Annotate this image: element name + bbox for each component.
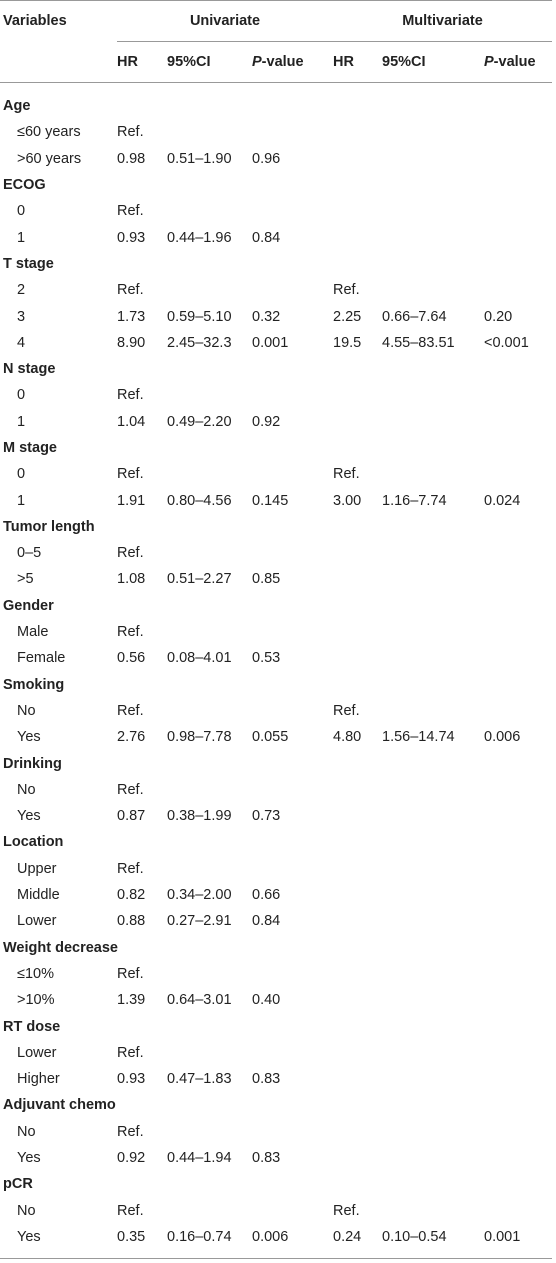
cell-m-hr: Ref.	[333, 466, 360, 483]
cell-m-hr	[333, 645, 382, 671]
table-row	[0, 540, 552, 566]
cell-u-hr: Ref.	[117, 965, 144, 982]
cell-u-ci: 2.45–32.3	[167, 334, 232, 351]
category-row	[0, 435, 552, 461]
cell-m-p	[484, 198, 552, 224]
cell-m-ci	[382, 856, 484, 882]
cell-u-ci: 0.34–2.00	[167, 887, 232, 904]
cell-m-ci	[382, 961, 484, 987]
cell-u-hr: 0.93	[117, 229, 146, 246]
cell-m-ci: 1.56–14.74	[382, 729, 455, 746]
level-label: Male	[17, 624, 49, 641]
cell-m-p	[484, 1066, 552, 1092]
cell-u-hr: 0.93	[117, 1071, 146, 1088]
table-row	[0, 961, 552, 987]
cell-m-hr	[333, 777, 382, 803]
level-label: No	[17, 781, 36, 798]
table-row	[0, 303, 552, 329]
cell-u-ci	[167, 198, 252, 224]
category-label: T stage	[3, 255, 54, 272]
cell-u-hr: 0.82	[117, 887, 146, 904]
cell-u-ci	[167, 856, 252, 882]
table-row	[0, 330, 552, 356]
cell-u-p: 0.96	[252, 150, 281, 167]
category-row	[0, 672, 552, 698]
cell-m-ci	[382, 1119, 484, 1145]
cell-u-ci	[167, 119, 252, 145]
cell-u-p: 0.055	[252, 729, 289, 746]
cell-m-p	[484, 382, 552, 408]
cell-u-p: 0.145	[252, 492, 289, 509]
table-row	[0, 1066, 552, 1092]
cell-u-p: 0.66	[252, 887, 281, 904]
cell-u-hr: Ref.	[117, 545, 144, 562]
cell-u-p	[252, 198, 333, 224]
cell-u-hr: 0.35	[117, 1228, 146, 1245]
table-row	[0, 645, 552, 671]
table-row	[0, 803, 552, 829]
cell-u-p: 0.83	[252, 1071, 281, 1088]
cell-u-p: 0.53	[252, 650, 281, 667]
table-row	[0, 382, 552, 408]
cell-u-p	[252, 1040, 333, 1066]
table-row	[0, 1119, 552, 1145]
cell-m-hr	[333, 961, 382, 987]
cell-m-p: <0.001	[484, 334, 529, 351]
cell-u-ci: 0.27–2.91	[167, 913, 232, 930]
category-row	[0, 1092, 552, 1118]
cell-m-ci	[382, 1066, 484, 1092]
cell-m-ci	[382, 409, 484, 435]
level-label: 0	[17, 203, 26, 220]
level-label: No	[17, 702, 36, 719]
cell-u-ci	[167, 382, 252, 408]
cell-u-p	[252, 540, 333, 566]
cell-m-p	[484, 409, 552, 435]
cell-u-p	[252, 777, 333, 803]
cell-m-p: 0.20	[484, 308, 513, 325]
cell-u-hr: 1.08	[117, 571, 146, 588]
cell-u-p: 0.84	[252, 229, 281, 246]
table-row	[0, 1145, 552, 1171]
cell-u-hr: 1.73	[117, 308, 146, 325]
cell-u-hr: Ref.	[117, 860, 144, 877]
table-row	[0, 198, 552, 224]
multivariate-hr-header: HR	[333, 54, 354, 70]
cell-u-ci	[167, 619, 252, 645]
cell-m-hr	[333, 1066, 382, 1092]
table-row	[0, 777, 552, 803]
level-label: Higher	[17, 1071, 60, 1088]
multivariate-ci-header: 95%CI	[382, 54, 426, 70]
cell-m-hr	[333, 1040, 382, 1066]
cell-u-hr: 1.91	[117, 492, 146, 509]
cell-u-hr: Ref.	[117, 702, 144, 719]
category-label: Age	[3, 98, 31, 115]
category-row	[0, 593, 552, 619]
category-row	[0, 356, 552, 382]
table-row	[0, 1040, 552, 1066]
cell-m-hr: Ref.	[333, 702, 360, 719]
category-label: Gender	[3, 597, 54, 614]
cell-m-p	[484, 1145, 552, 1171]
category-label: Adjuvant chemo	[3, 1097, 116, 1114]
level-label: Yes	[17, 729, 41, 746]
cell-u-hr: 1.39	[117, 992, 146, 1009]
cell-u-ci	[167, 277, 252, 303]
cell-m-ci	[382, 224, 484, 250]
category-label: Tumor length	[3, 518, 95, 535]
cell-u-ci: 0.44–1.96	[167, 229, 232, 246]
cell-u-hr: Ref.	[117, 1123, 144, 1140]
category-row	[0, 172, 552, 198]
cell-m-ci	[382, 645, 484, 671]
cell-m-hr	[333, 987, 382, 1013]
cell-m-ci	[382, 198, 484, 224]
category-row	[0, 935, 552, 961]
cell-u-ci	[167, 1119, 252, 1145]
cell-u-p	[252, 382, 333, 408]
cell-m-hr	[333, 1119, 382, 1145]
level-label: ≤60 years	[17, 124, 81, 141]
cell-m-ci	[382, 908, 484, 934]
table-row	[0, 724, 552, 750]
cell-m-hr: 0.24	[333, 1228, 362, 1245]
cell-u-p	[252, 698, 333, 724]
cell-u-ci: 0.80–4.56	[167, 492, 232, 509]
cell-u-hr: Ref.	[117, 1044, 144, 1061]
level-label: >5	[17, 571, 34, 588]
cell-u-hr: 0.87	[117, 808, 146, 825]
cell-m-p	[484, 987, 552, 1013]
level-label: 3	[17, 308, 26, 325]
cell-m-ci	[382, 540, 484, 566]
cell-m-ci	[382, 277, 484, 303]
cell-u-ci	[167, 461, 252, 487]
cell-u-ci: 0.16–0.74	[167, 1228, 232, 1245]
cell-m-ci: 1.16–7.74	[382, 492, 447, 509]
cell-u-p	[252, 1197, 333, 1223]
cell-u-ci	[167, 540, 252, 566]
table-row	[0, 908, 552, 934]
cell-m-ci	[382, 1197, 484, 1223]
cell-m-p: 0.001	[484, 1228, 521, 1245]
cell-m-hr	[333, 908, 382, 934]
level-label: No	[17, 1123, 36, 1140]
cell-m-p	[484, 882, 552, 908]
cell-u-ci: 0.49–2.20	[167, 413, 232, 430]
cell-m-p	[484, 1197, 552, 1223]
cell-m-hr	[333, 882, 382, 908]
cell-m-hr	[333, 566, 382, 592]
cell-m-hr	[333, 803, 382, 829]
cell-u-hr: Ref.	[117, 282, 144, 299]
cell-u-ci: 0.51–1.90	[167, 150, 232, 167]
cell-m-hr	[333, 224, 382, 250]
cell-m-ci: 0.10–0.54	[382, 1228, 447, 1245]
cell-m-p	[484, 961, 552, 987]
cell-u-ci	[167, 961, 252, 987]
cell-m-ci: 0.66–7.64	[382, 308, 447, 325]
table-row	[0, 566, 552, 592]
level-label: Middle	[17, 887, 60, 904]
cell-u-ci: 0.59–5.10	[167, 308, 232, 325]
cell-m-p	[484, 277, 552, 303]
cell-u-p: 0.40	[252, 992, 281, 1009]
cell-u-p: 0.006	[252, 1228, 289, 1245]
multivariate-header: Multivariate	[333, 1, 552, 42]
category-row	[0, 251, 552, 277]
category-row	[0, 514, 552, 540]
cell-u-hr: Ref.	[117, 1202, 144, 1219]
cell-m-p	[484, 777, 552, 803]
header-row-columns	[0, 42, 552, 83]
cell-m-p	[484, 224, 552, 250]
category-label: N stage	[3, 361, 56, 378]
category-row	[0, 829, 552, 855]
cell-u-hr: Ref.	[117, 203, 144, 220]
cell-m-ci	[382, 698, 484, 724]
variables-header: Variables	[3, 13, 67, 30]
cell-m-p	[484, 803, 552, 829]
cell-m-ci	[382, 461, 484, 487]
table-row	[0, 487, 552, 513]
category-row	[0, 1171, 552, 1197]
cell-m-ci	[382, 803, 484, 829]
cell-m-p	[484, 619, 552, 645]
level-label: Yes	[17, 1150, 41, 1167]
cell-m-ci	[382, 146, 484, 172]
level-label: >10%	[17, 992, 55, 1009]
cell-u-p: 0.84	[252, 913, 281, 930]
cell-u-ci: 0.51–2.27	[167, 571, 232, 588]
cell-u-ci	[167, 777, 252, 803]
table-row	[0, 882, 552, 908]
cell-u-ci	[167, 698, 252, 724]
univariate-p-header: P-value	[252, 54, 304, 70]
table-row	[0, 277, 552, 303]
cell-u-hr: 0.92	[117, 1150, 146, 1167]
header-row-groups	[0, 1, 552, 42]
cell-m-ci	[382, 619, 484, 645]
table-row	[0, 1197, 552, 1223]
category-label: ECOG	[3, 177, 46, 194]
category-row	[0, 750, 552, 776]
cell-m-ci	[382, 882, 484, 908]
cell-u-hr: Ref.	[117, 781, 144, 798]
level-label: Yes	[17, 1228, 41, 1245]
cell-u-hr: 0.98	[117, 150, 146, 167]
level-label: Upper	[17, 860, 57, 877]
cell-m-p	[484, 540, 552, 566]
cell-u-ci	[167, 1040, 252, 1066]
cell-m-ci	[382, 987, 484, 1013]
cell-u-hr: Ref.	[117, 624, 144, 641]
cell-u-hr: Ref.	[117, 387, 144, 404]
level-label: 4	[17, 334, 26, 351]
level-label: 1	[17, 413, 26, 430]
cell-u-hr: 1.04	[117, 413, 146, 430]
cell-u-ci: 0.38–1.99	[167, 808, 232, 825]
table-row	[0, 856, 552, 882]
cell-m-hr: Ref.	[333, 282, 360, 299]
cell-m-ci	[382, 777, 484, 803]
multivariate-p-header: P-value	[484, 54, 536, 70]
cell-u-hr: 2.76	[117, 729, 146, 746]
cell-u-ci	[167, 1197, 252, 1223]
table-row	[0, 461, 552, 487]
cell-u-hr: 0.56	[117, 650, 146, 667]
cell-m-hr	[333, 146, 382, 172]
cell-m-hr	[333, 619, 382, 645]
cell-m-hr	[333, 856, 382, 882]
level-label: >60 years	[17, 150, 82, 167]
level-label: 0	[17, 387, 26, 404]
cell-m-hr	[333, 540, 382, 566]
cell-m-p	[484, 908, 552, 934]
cell-m-p	[484, 566, 552, 592]
table-header	[0, 1, 552, 94]
cell-u-p: 0.32	[252, 308, 281, 325]
category-label: RT dose	[3, 1018, 61, 1035]
category-label: Location	[3, 834, 64, 851]
cell-u-p	[252, 461, 333, 487]
cell-m-p	[484, 645, 552, 671]
cell-m-ci	[382, 1040, 484, 1066]
cell-m-hr	[333, 119, 382, 145]
cell-m-p	[484, 1119, 552, 1145]
cell-u-ci: 0.64–3.01	[167, 992, 232, 1009]
cell-m-p	[484, 1040, 552, 1066]
level-label: 0	[17, 466, 26, 483]
cell-u-ci: 0.47–1.83	[167, 1071, 232, 1088]
cell-u-hr: 0.88	[117, 913, 146, 930]
cell-m-hr	[333, 1145, 382, 1171]
table-row	[0, 409, 552, 435]
cell-m-p	[484, 119, 552, 145]
level-label: Lower	[17, 913, 57, 930]
table-row	[0, 619, 552, 645]
level-label: 1	[17, 492, 26, 509]
cell-m-hr: Ref.	[333, 1202, 360, 1219]
cell-u-p: 0.85	[252, 571, 281, 588]
cell-u-p	[252, 119, 333, 145]
cell-m-hr	[333, 409, 382, 435]
cell-m-ci	[382, 382, 484, 408]
table-row	[0, 119, 552, 145]
category-row	[0, 93, 552, 119]
table-row	[0, 146, 552, 172]
cell-u-hr: 8.90	[117, 334, 146, 351]
category-label: M stage	[3, 440, 57, 456]
level-label: 1	[17, 229, 26, 246]
cell-m-hr	[333, 198, 382, 224]
category-row	[0, 1013, 552, 1039]
cell-m-hr: 2.25	[333, 308, 362, 325]
level-label: Lower	[17, 1044, 57, 1061]
level-label: Yes	[17, 808, 41, 825]
cell-u-p	[252, 1119, 333, 1145]
cell-m-p	[484, 856, 552, 882]
cell-m-ci	[382, 1145, 484, 1171]
cell-u-p	[252, 961, 333, 987]
cell-u-ci: 0.44–1.94	[167, 1150, 232, 1167]
univariate-ci-header: 95%CI	[167, 54, 211, 70]
cell-m-p	[484, 698, 552, 724]
level-label: Female	[17, 650, 66, 667]
cell-m-hr: 19.5	[333, 334, 362, 351]
cell-m-ci: 4.55–83.51	[382, 334, 455, 351]
cell-m-p	[484, 461, 552, 487]
univariate-hr-header: HR	[117, 54, 138, 70]
table-row	[0, 698, 552, 724]
cell-m-ci	[382, 119, 484, 145]
cell-m-hr: 4.80	[333, 729, 362, 746]
cell-u-p	[252, 856, 333, 882]
table-row	[0, 987, 552, 1013]
cell-m-p: 0.006	[484, 729, 521, 746]
cell-u-p: 0.83	[252, 1150, 281, 1167]
bottom-rule	[0, 1259, 552, 1260]
level-label: ≤10%	[17, 965, 54, 982]
cell-u-p	[252, 619, 333, 645]
table-row	[0, 1224, 552, 1250]
cell-m-p: 0.024	[484, 492, 521, 509]
level-label: 0–5	[17, 545, 42, 562]
cell-u-p: 0.92	[252, 413, 281, 430]
level-label: No	[17, 1202, 36, 1219]
table-row	[0, 224, 552, 250]
category-label: Weight decrease	[3, 939, 118, 956]
table-body	[0, 93, 552, 1259]
cell-m-hr: 3.00	[333, 492, 362, 509]
category-label: pCR	[3, 1176, 33, 1193]
cell-m-hr	[333, 382, 382, 408]
cell-u-p: 0.001	[252, 334, 289, 351]
cell-u-ci: 0.98–7.78	[167, 729, 232, 746]
cell-m-p	[484, 146, 552, 172]
univariate-header: Univariate	[117, 1, 333, 42]
category-label: Smoking	[3, 676, 65, 693]
cell-m-ci	[382, 566, 484, 592]
category-label: Drinking	[3, 755, 62, 772]
cell-u-p: 0.73	[252, 808, 281, 825]
cell-u-hr: Ref.	[117, 124, 144, 141]
cell-u-hr: Ref.	[117, 466, 144, 483]
cell-u-p	[252, 277, 333, 303]
level-label: 2	[17, 282, 26, 299]
cell-u-ci: 0.08–4.01	[167, 650, 232, 667]
